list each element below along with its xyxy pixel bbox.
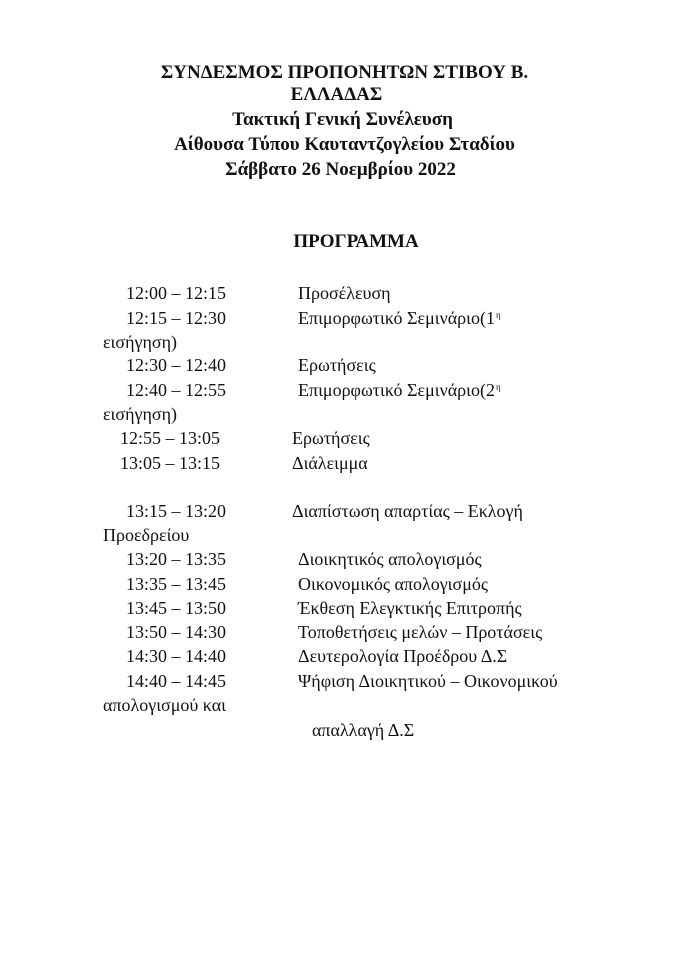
schedule-activity-continued: απολογισμού και [103,695,226,715]
schedule-activity: Έκθεση Ελεγκτικής Επιτροπής [298,598,522,618]
schedule-time: 12:15 – 12:30 [126,308,227,328]
schedule-time: 13:20 – 13:35 [126,549,227,569]
schedule-activity-continued: εισήγηση) [103,332,177,352]
schedule-time: 14:30 – 14:40 [126,646,227,666]
schedule-time: 13:50 – 14:30 [126,622,227,642]
schedule-activity-continued: εισήγηση) [103,404,177,424]
meeting-date: Σάββατο 26 Νοεμβρίου 2022 [225,159,456,180]
schedule-activity: Προσέλευση [298,283,391,303]
schedule-time: 12:55 – 13:05 [120,428,221,448]
schedule-time: 13:45 – 13:50 [126,598,227,618]
schedule-activity: Διοικητικός απολογισμός [298,549,482,569]
schedule-activity-text: Επιμορφωτικό Σεμινάριο(2 [298,380,495,400]
schedule-activity-final-line: απαλλαγή Δ.Σ [312,720,415,740]
meeting-type: Τακτική Γενική Συνέλευση [232,109,453,130]
schedule-time: 13:35 – 13:45 [126,574,227,594]
superscript-ordinal: η [495,310,501,320]
schedule-activity [298,307,501,329]
schedule-activity: Ερωτήσεις [292,428,370,448]
schedule-activity: Τοποθετήσεις μελών – Προτάσεις [298,622,543,642]
schedule-activity: Δευτερολογία Προέδρου Δ.Σ [298,646,508,666]
schedule-activity-text: Επιμορφωτικό Σεμινάριο(1 [298,308,495,328]
schedule-time: 12:00 – 12:15 [126,283,227,303]
schedule-activity: Οικονομικός απολογισμός [298,574,488,594]
program-title: ΠΡΟΓΡΑΜΜΑ [293,231,419,252]
schedule-activity: Διαπίστωση απαρτίας – Εκλογή [292,501,523,521]
schedule-time: 14:40 – 14:45 [126,671,227,691]
schedule-activity: Ψήφιση Διοικητικού – Οικονομικού [298,671,558,691]
schedule-activity-continued: Προεδρείου [103,525,190,545]
header-title-line-2: ΕΛΛΑΔΑΣ [290,84,383,105]
schedule-activity [298,379,501,401]
schedule-time: 13:05 – 13:15 [120,453,221,473]
schedule-activity: Διάλειμμα [292,453,368,473]
schedule-activity: Ερωτήσεις [298,355,376,375]
schedule-time: 13:15 – 13:20 [126,501,227,521]
header-title-line-1: ΣΥΝΔΕΣΜΟΣ ΠΡΟΠΟΝΗΤΩΝ ΣΤΙΒΟΥ Β. [160,62,529,83]
schedule-time: 12:40 – 12:55 [126,380,227,400]
schedule-time: 12:30 – 12:40 [126,355,227,375]
meeting-venue: Αίθουσα Τύπου Καυταντζογλείου Σταδίου [174,134,515,155]
superscript-ordinal: η [495,382,501,392]
